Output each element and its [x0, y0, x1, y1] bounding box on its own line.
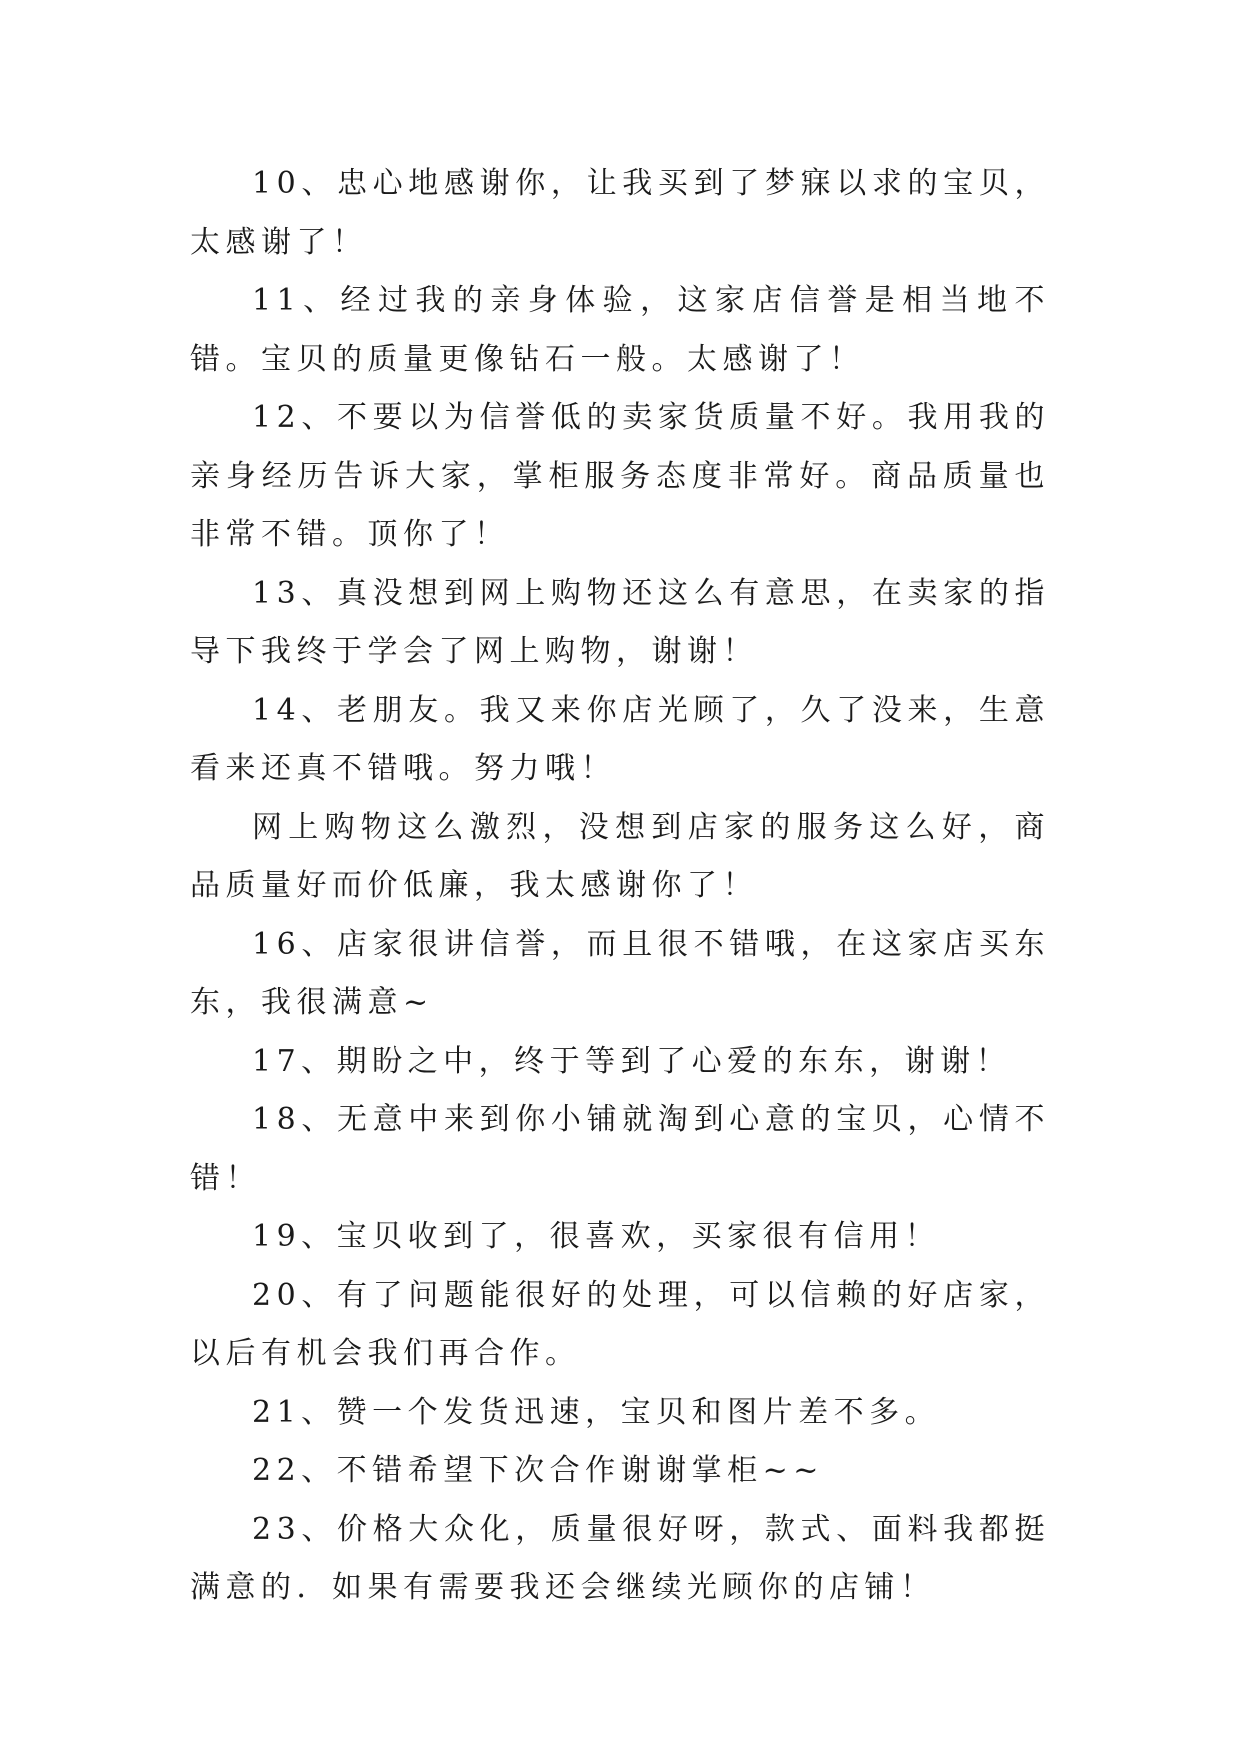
paragraph-23: 23、价格大众化，质量很好呀，款式、面料我都挺满意的．如果有需要我还会继续光顾你的店铺！: [190, 1511, 1050, 1605]
paragraph-19: 19、宝贝收到了，很喜欢，买家很有信用！: [252, 1219, 941, 1254]
paragraph-11: 11、经过我的亲身体验，这家店信誉是相当地不错。宝贝的质量更像钻石一般。太感谢了！: [190, 283, 1050, 377]
paragraph-17: 17、期盼之中，终于等到了心爱的东东，谢谢！: [252, 1043, 1012, 1079]
paragraph-15: 网上购物这么激烈，没想到店家的服务这么好，商品质量好而价低廉，我太感谢你了！: [190, 809, 1050, 903]
paragraph-14: 14、老朋友。我又来你店光顾了，久了没来，生意看来还真不错哦。努力哦！: [190, 692, 1050, 786]
paragraph-21: 21、赞一个发货迅速，宝贝和图片差不多。: [252, 1394, 941, 1430]
paragraph-22: 22、不错希望下次合作谢谢掌柜~~: [252, 1453, 824, 1488]
paragraph-20: 20、有了问题能很好的处理，可以信赖的好店家，以后有机会我们再合作。: [190, 1277, 1050, 1371]
paragraph-12: 12、不要以为信誉低的卖家货质量不好。我用我的亲身经历告诉大家，掌柜服务态度非常好。商品质量也非常不错。顶你了！: [190, 400, 1050, 552]
document-body: [190, 155, 1050, 1618]
paragraph-18: 18、无意中来到你小铺就淘到心意的宝贝，心情不错！: [190, 1102, 1050, 1196]
paragraph-13: 13、真没想到网上购物还这么有意思，在卖家的指导下我终于学会了网上购物，谢谢！: [190, 575, 1050, 669]
paragraph-10: 10、忠心地感谢你，让我买到了梦寐以求的宝贝，太感谢了！: [190, 166, 1050, 260]
paragraph-16: 16、店家很讲信誉，而且很不错哦，在这家店买东东，我很满意~: [190, 926, 1050, 1020]
